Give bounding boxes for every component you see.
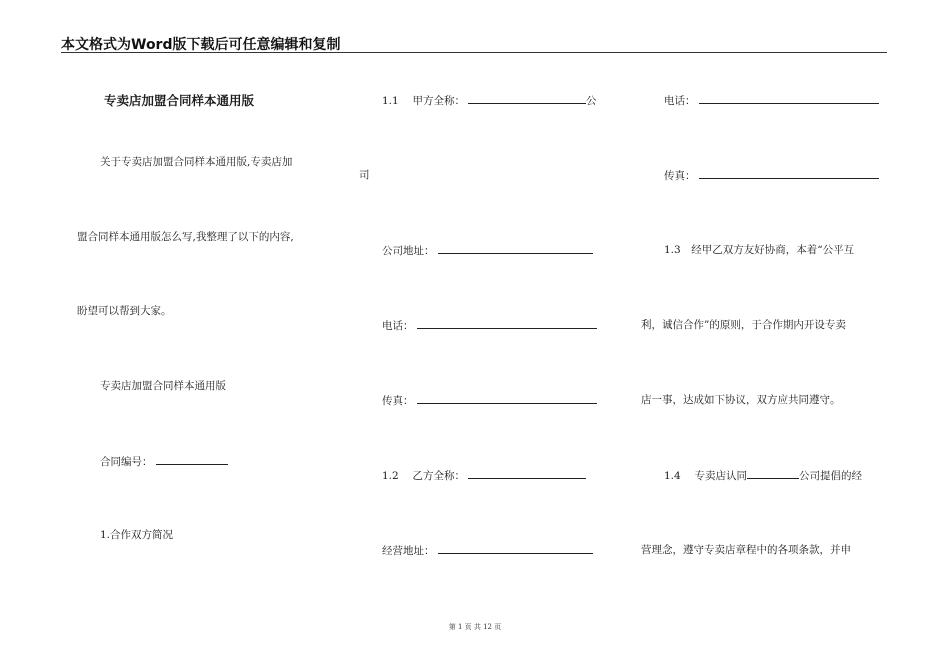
- address-row: [382, 243, 593, 258]
- intro-line-3: 盼望可以帮到大家。: [77, 305, 172, 317]
- document-title: 专卖店加盟合同样本通用版: [104, 93, 255, 108]
- fax-blank: [417, 393, 597, 404]
- clause-1-4-prefix: 1.4 专卖店认同: [664, 470, 748, 482]
- party-a-blank: [468, 93, 586, 104]
- fax-row: [382, 393, 597, 408]
- party-b-label: 1.2 乙方全称：: [382, 470, 466, 482]
- subtitle: 专卖店加盟合同样本通用版: [100, 380, 226, 392]
- b-phone-blank: [699, 93, 879, 104]
- party-b-blank: [468, 468, 586, 479]
- contract-number-row: [100, 454, 228, 469]
- page-footer: 第 1 页 共 12 页: [448, 623, 502, 631]
- party-a-wrap: 司: [359, 169, 370, 181]
- clause-1-4-line-2: 营理念，遵守专卖店章程中的各项条款，并申: [641, 544, 851, 556]
- address-label: 公司地址：: [382, 245, 435, 257]
- clause-1-3-line-1: 1.3 经甲乙双方友好协商，本着“公平互: [664, 244, 855, 256]
- b-fax-row: [664, 168, 879, 183]
- biz-address-label: 经营地址：: [382, 545, 435, 557]
- contract-number-label: 合同编号：: [100, 456, 153, 468]
- clause-1-3-line-2: 利，诚信合作”的原则，于合作期内开设专卖: [641, 319, 846, 331]
- biz-address-blank: [438, 543, 593, 554]
- intro-line-1: 关于专卖店加盟合同样本通用版,专卖店加: [100, 156, 293, 168]
- clause-1-4-blank: [747, 468, 799, 479]
- document-header: 本文格式为Word版下载后可任意编辑和复制: [61, 37, 341, 53]
- b-fax-label: 传真：: [664, 170, 696, 182]
- phone-blank: [417, 318, 597, 329]
- party-a-label: 1.1 甲方全称：: [382, 95, 466, 107]
- clause-1-4-suffix: 公司提倡的经: [799, 470, 863, 482]
- b-phone-label: 电话：: [664, 95, 696, 107]
- fax-label: 传真：: [382, 395, 414, 407]
- phone-label: 电话：: [382, 320, 414, 332]
- section-1-heading: 1.合作双方简况: [100, 529, 174, 541]
- party-a-suffix: 公: [586, 95, 597, 107]
- party-b-row: [382, 468, 586, 483]
- party-a-row: [382, 93, 597, 108]
- clause-1-4-line-1: [664, 468, 862, 483]
- b-phone-row: [664, 93, 879, 108]
- biz-address-row: [382, 543, 593, 558]
- address-blank: [438, 243, 593, 254]
- clause-1-3-line-3: 店一事，达成如下协议，双方应共同遵守。: [641, 394, 841, 406]
- intro-line-2: 盟合同样本通用版怎么写,我整理了以下的内容,: [77, 231, 294, 243]
- header-divider: [61, 52, 887, 53]
- phone-row: [382, 318, 597, 333]
- contract-number-blank: [156, 454, 228, 465]
- b-fax-blank: [699, 168, 879, 179]
